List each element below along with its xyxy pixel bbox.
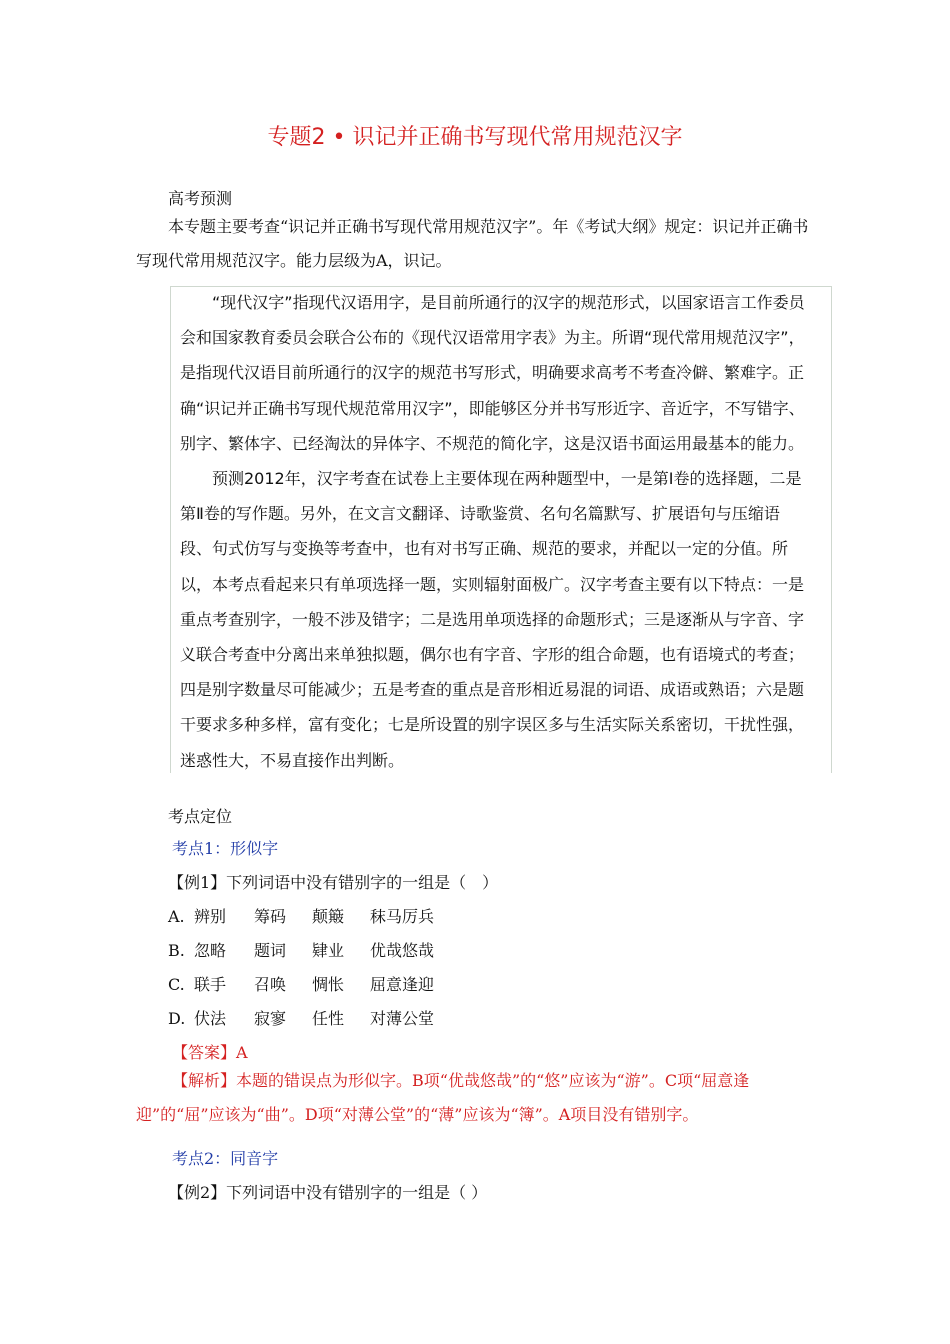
option-word: 对薄公堂 [370, 1009, 435, 1028]
option-word: 题词 [254, 941, 287, 960]
keypoint-1-heading: 考点1：形似字 [172, 839, 279, 858]
section-heading-locate: 考点定位 [168, 807, 233, 826]
option-word: 辨别 [194, 907, 227, 926]
option-word: 惆怅 [312, 975, 345, 994]
answer-line: 【答案】A [172, 1043, 248, 1062]
option-key: A. [168, 907, 185, 926]
option-word: 忽略 [194, 941, 227, 960]
quote-paragraph-1: “现代汉字”指现代汉语用字，是目前所通行的汉字的规范形式，以国家语言工作委员会和国家教育委员会联合公布的《现代汉语常用字表》为主。所谓“现代常用规范汉字”，是指现代汉语目前所通行的汉字的规范书写形式，明确要求高考不考查冷僻、繁难字。正确“识记并正确书写现代规范常用汉字”，即能够区分并书写形近字、音近字，不写错字、别字、繁体字、已经淘汰的异体字、不规范的简化字，这是汉语书面运用最基本的能力。 [180, 293, 805, 453]
option-word: 召唤 [254, 975, 287, 994]
example-2-question: 【例2】下列词语中没有错别字的一组是（ ） [168, 1183, 488, 1202]
option-key: B. [168, 941, 185, 960]
option-c [168, 972, 434, 995]
example-1-question: 【例1】下列词语中没有错别字的一组是（ ） [168, 873, 499, 892]
option-word: 颠簸 [312, 907, 345, 926]
option-a [168, 904, 434, 927]
option-key: D. [168, 1009, 186, 1028]
quote-block [180, 285, 810, 778]
page-title: 专题2 • 识记并正确书写现代常用规范汉字 [267, 125, 683, 150]
option-word: 秣马厉兵 [370, 907, 435, 926]
option-word: 寂寥 [254, 1009, 287, 1028]
option-word: 肄业 [312, 941, 345, 960]
section-heading-predict: 高考预测 [168, 189, 233, 208]
option-key: C. [168, 975, 185, 994]
quote-paragraph-2: 预测2012年，汉字考查在试卷上主要体现在两种题型中，一是第Ⅰ卷的选择题，二是第Ⅱ卷的写作题。另外，在文言文翻译、诗歌鉴赏、名句名篇默写、扩展语句与压缩语段、句式仿写与变换等考查中，也有对书写正确、规范的要求，并配以一定的分值。所以，本考点看起来只有单项选择一题，实则辐射面极广。汉字考查主要有以下特点：一是重点考查别字，一般不涉及错字；二是选用单项选择的命题形式；三是逐渐从与字音、字义联合考查中分离出来单独拟题，偶尔也有字音、字形的组合命题，也有语境式的考查；四是别字数量尽可能减少；五是考查的重点是音形相近易混的词语、成语或熟语；六是题干要求多种多样，富有变化；七是所设置的别字误区多与生活实际关系密切，干扰性强，迷惑性大，不易直接作出判断。 [180, 469, 805, 770]
option-word: 优哉悠哉 [370, 941, 435, 960]
keypoint-2-heading: 考点2：同音字 [172, 1149, 279, 1168]
option-word: 伏法 [194, 1009, 227, 1028]
option-word: 筹码 [254, 907, 287, 926]
option-d [168, 1006, 434, 1029]
option-word: 联手 [194, 975, 227, 994]
analysis-paragraph: 【解析】本题的错误点为形似字。B项“优哉悠哉”的“悠”应该为“游”。C项“屈意逢迎”的“屈”应该为“曲”。D项“对薄公堂”的“薄”应该为“簿”。A项目没有错别字。 [136, 1071, 750, 1124]
option-word: 任性 [312, 1009, 345, 1028]
option-word: 屈意逢迎 [370, 975, 435, 994]
option-b [168, 938, 434, 961]
intro-paragraph: 本专题主要考查“识记并正确书写现代常用规范汉字”。年《考试大纲》规定：识记并正确书写现代常用规范汉字。能力层级为A，识记。 [136, 217, 809, 270]
